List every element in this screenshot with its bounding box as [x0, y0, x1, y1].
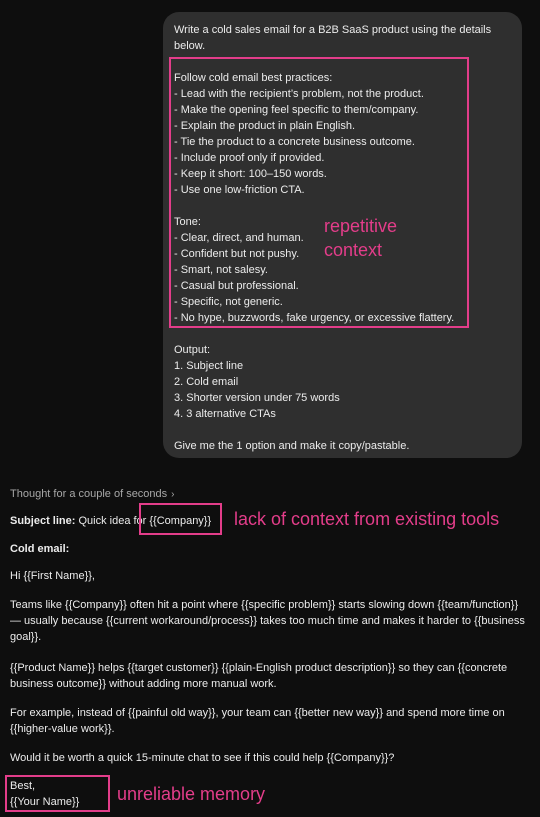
user-message-line: 3. Shorter version under 75 words: [174, 392, 340, 404]
email-signature: {{Your Name}}: [10, 796, 80, 808]
email-greeting: Hi {{First Name}},: [10, 570, 95, 582]
email-paragraph-3: For example, instead of {{painful old way}}, your team can {{better new way}} and spend more time on {{higher-value work}}.: [10, 707, 505, 735]
user-message-line: - Include proof only if provided.: [174, 152, 325, 164]
thought-label: Thought for a couple of seconds: [10, 488, 168, 500]
user-message-line: 2. Cold email: [174, 376, 239, 388]
user-message-line: - Lead with the recipient’s problem, not the product.: [174, 88, 424, 100]
subject-text: Quick idea for {{Company}}: [75, 515, 212, 527]
subject-label: Subject line:: [10, 515, 76, 527]
user-message-line: 1. Subject line: [174, 360, 244, 372]
user-message-line: - Confident but not pushy.: [174, 248, 300, 260]
annotation-box-repetitive-context: [169, 57, 469, 328]
user-message-line: [174, 326, 514, 342]
user-message-line: - Casual but professional.: [174, 280, 299, 292]
user-message-line: Write a cold sales email for a B2B SaaS product using the details: [174, 24, 492, 36]
user-message-line: Follow cold email best practices:: [174, 72, 333, 84]
annotation-box-company-placeholder: [139, 503, 222, 535]
cold-email-label: Cold email:: [10, 543, 70, 555]
user-message-line: [174, 422, 514, 438]
user-message-line: Give me the 1 option and make it copy/pastable.: [174, 440, 410, 452]
user-message-line: - Specific, not generic.: [174, 296, 283, 308]
email-question: Would it be worth a quick 15-minute chat to see if this could help {{Company}}?: [10, 752, 395, 764]
annotation-label-memory: unreliable memory: [117, 784, 266, 804]
email-paragraph-2: {{Product Name}} helps {{target customer}} {{plain-English product description}} so they can {{concrete business outcome}} without adding more manual work.: [10, 662, 508, 690]
user-message-line: below.: [174, 40, 206, 52]
annotation-label-repetitive: repetitive: [324, 216, 398, 236]
email-signoff: Best,: [10, 780, 36, 792]
user-message-line: - Explain the product in plain English.: [174, 120, 355, 132]
thought-toggle[interactable]: [10, 486, 175, 503]
user-message-line: - No hype, buzzwords, fake urgency, or excessive flattery.: [174, 312, 455, 324]
email-paragraph-1: Teams like {{Company}} often hit a point where {{specific problem}} starts slowing down {{team/function}} — usually because {{current workaround/process}} takes too much time and makes it harder to {{business goal}}.: [10, 599, 525, 643]
user-message-line: Output:: [174, 344, 211, 356]
user-message-line: - Use one low-friction CTA.: [174, 184, 305, 196]
cold-email-heading: [10, 541, 532, 557]
user-message-line: - Keep it short: 100–150 words.: [174, 168, 327, 180]
annotation-label-tools: lack of context from existing tools: [234, 509, 500, 529]
user-message-line: 4. 3 alternative CTAs: [174, 408, 276, 420]
chevron-right-icon: ›: [171, 489, 175, 500]
user-message-line: - Smart, not salesy.: [174, 264, 268, 276]
user-message-line: - Make the opening feel specific to them/company.: [174, 104, 419, 116]
annotation-label-context: context: [324, 240, 383, 260]
annotation-box-signature: [5, 775, 110, 812]
user-message-line: - Tie the product to a concrete business outcome.: [174, 136, 415, 148]
user-message-line: - Clear, direct, and human.: [174, 232, 304, 244]
user-message-line: Tone:: [174, 216, 201, 228]
